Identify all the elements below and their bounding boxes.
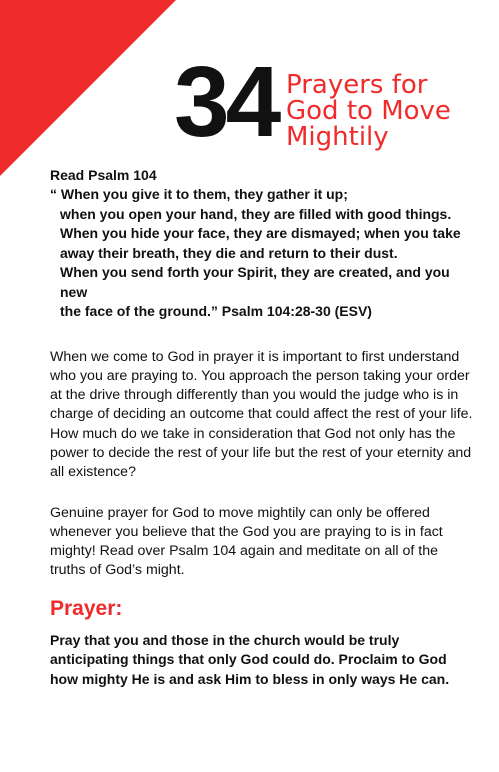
quote-line: When you hide your face, they are dismayed; when you take xyxy=(60,225,461,241)
scripture-reference: Read Psalm 104 xyxy=(50,167,157,183)
devotional-title xyxy=(286,72,496,150)
prayer-text: Pray that you and those in the church would be truly anticipating things that only God could do. Proclaim to God how mighty He is and ask Him to bless in only ways He can. xyxy=(50,631,450,687)
prayer-heading: Prayer: xyxy=(50,596,123,620)
title-line: Prayers for xyxy=(286,70,428,100)
corner-triangle-decoration xyxy=(0,0,176,176)
scripture-quote xyxy=(50,185,475,322)
quote-line: When you send forth your Spirit, they are created, and you new xyxy=(60,264,450,300)
title-line: God to Move xyxy=(286,96,451,126)
quote-line: the face of the ground.” Psalm 104:28-30 (ESV) xyxy=(60,303,372,319)
quote-line: away their breath, they die and return to their dust. xyxy=(60,244,398,261)
quote-line: when you open your hand, they are filled with good things. xyxy=(60,205,452,222)
page-content xyxy=(50,166,475,689)
body-paragraph: When we come to God in prayer it is important to first understand who you are praying to. You approach the person taking your order at the drive through differently than you would the judge who is in charge of deciding an outcome that could affect the rest of your life. How much do we take in consideration that God not only has the power to decide the rest of your life but the rest of your eternity and all existence? xyxy=(50,348,473,481)
body-paragraph: Genuine prayer for God to move mightily can only be offered whenever you believe that the God you are praying to is in fact mighty! Read over Psalm 104 again and meditate on all of the truths of God’s might. xyxy=(50,504,443,579)
devotional-number: 34 xyxy=(174,46,278,158)
title-line: Mightily xyxy=(286,122,389,152)
quote-line: “ When you give it to them, they gather it up; xyxy=(50,186,348,202)
